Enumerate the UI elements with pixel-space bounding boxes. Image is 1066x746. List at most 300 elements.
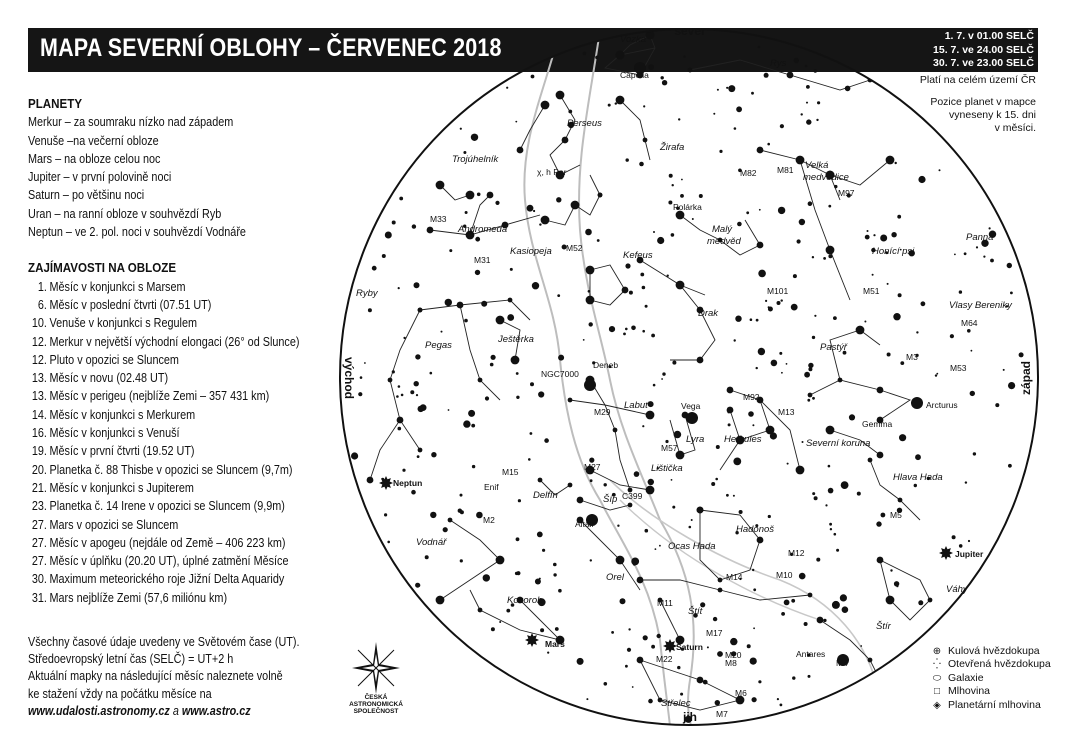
star bbox=[823, 257, 826, 260]
star bbox=[625, 665, 628, 668]
star bbox=[568, 398, 573, 403]
star bbox=[401, 394, 404, 397]
star bbox=[490, 363, 494, 367]
star bbox=[734, 339, 736, 341]
constellation-label: Hadonoš bbox=[736, 524, 775, 535]
star bbox=[808, 675, 811, 678]
star bbox=[680, 194, 684, 198]
star bbox=[718, 578, 723, 583]
star bbox=[777, 698, 779, 700]
star bbox=[431, 452, 436, 457]
star bbox=[828, 465, 831, 468]
star bbox=[657, 634, 661, 638]
event-text: Planetka č. 14 Irene v opozici se Sluncem (9,9m) bbox=[49, 499, 285, 514]
star bbox=[651, 645, 655, 649]
star bbox=[711, 482, 715, 486]
constellation-label: Andromeda bbox=[458, 224, 508, 235]
star bbox=[517, 147, 524, 154]
planet-marker bbox=[663, 639, 677, 653]
star bbox=[768, 515, 771, 518]
constellation-label: Ocas Hada bbox=[668, 541, 716, 552]
star bbox=[516, 571, 520, 575]
star bbox=[828, 205, 831, 208]
star bbox=[968, 540, 970, 542]
star bbox=[648, 479, 654, 485]
star bbox=[609, 326, 615, 332]
star bbox=[971, 350, 973, 352]
star bbox=[806, 102, 808, 104]
star bbox=[973, 452, 976, 455]
constellation-label: Perseus bbox=[567, 118, 602, 129]
star bbox=[403, 337, 405, 339]
globular-cluster-icon: ⊕ bbox=[932, 646, 942, 657]
deep-sky-label: M2 bbox=[483, 515, 495, 525]
planet-position-note: Pozice planet v mapce vyneseny k 15. dni v měsíci. bbox=[930, 96, 1036, 134]
deep-sky-label: M53 bbox=[950, 363, 967, 373]
star bbox=[868, 458, 873, 463]
star bbox=[671, 479, 673, 481]
star bbox=[764, 73, 769, 78]
star-label: Vega bbox=[681, 401, 701, 411]
star bbox=[825, 504, 827, 506]
constellation-label: Ryby bbox=[356, 288, 378, 299]
star bbox=[475, 237, 480, 242]
star bbox=[965, 481, 967, 483]
star bbox=[887, 353, 891, 357]
constellation-label: Kefeus bbox=[623, 250, 653, 261]
star bbox=[713, 617, 717, 621]
star bbox=[678, 118, 680, 120]
star bbox=[628, 503, 633, 508]
planet-label: Jupiter bbox=[955, 549, 984, 559]
star bbox=[382, 254, 386, 258]
star bbox=[627, 648, 631, 652]
event-day: 13. bbox=[31, 371, 47, 386]
star bbox=[989, 227, 991, 229]
star bbox=[427, 227, 434, 234]
constellation-label: Šíp bbox=[603, 494, 618, 505]
star bbox=[877, 557, 884, 564]
star bbox=[715, 478, 718, 481]
star bbox=[398, 427, 402, 431]
star bbox=[622, 287, 629, 294]
constellation-label: Lyra bbox=[686, 434, 705, 445]
event-text: Měsíc v konjunkci s Venuší bbox=[49, 426, 180, 441]
star bbox=[491, 627, 495, 631]
star bbox=[828, 254, 832, 258]
link-astro[interactable]: www.astro.cz bbox=[181, 703, 251, 718]
star bbox=[613, 428, 618, 433]
date-2: 15. 7. ve 24.00 SELČ bbox=[933, 43, 1034, 56]
star bbox=[583, 339, 585, 341]
footer-line-2: Středoevropský letní čas (SELČ) = UT+2 h bbox=[28, 652, 234, 667]
event-day: 16. bbox=[31, 426, 47, 441]
star bbox=[836, 549, 839, 552]
star bbox=[623, 333, 626, 336]
star bbox=[921, 301, 926, 306]
deep-sky-label: NGC7000 bbox=[541, 369, 579, 379]
star bbox=[539, 223, 541, 225]
star bbox=[915, 454, 921, 460]
star bbox=[849, 414, 855, 420]
star bbox=[736, 106, 742, 112]
star bbox=[793, 274, 797, 278]
star bbox=[662, 80, 667, 85]
star bbox=[672, 506, 675, 509]
constellation-label: Štít bbox=[688, 606, 703, 617]
deep-sky-label: M57 bbox=[661, 443, 678, 453]
deep-sky-label: M6 bbox=[735, 688, 747, 698]
star bbox=[441, 331, 443, 333]
constellation-line bbox=[590, 265, 625, 305]
star bbox=[642, 330, 645, 333]
event-text: Maximum meteorického roje Jižní Delta Aquaridy bbox=[49, 572, 285, 587]
star bbox=[797, 239, 801, 243]
star bbox=[703, 680, 708, 685]
star bbox=[890, 569, 892, 571]
legend-planetary: ◈ Planetární mlhovina bbox=[930, 699, 1051, 712]
constellation-label: Pegas bbox=[425, 340, 452, 351]
star bbox=[410, 390, 414, 394]
bright-star bbox=[584, 379, 596, 391]
star bbox=[471, 134, 478, 141]
star bbox=[531, 75, 535, 79]
deep-sky-label: M3 bbox=[906, 352, 918, 362]
star bbox=[823, 619, 826, 622]
star bbox=[368, 308, 372, 312]
planet-item: Jupiter – v první polovině noci bbox=[28, 170, 172, 185]
deep-sky-label: M17 bbox=[706, 628, 723, 638]
star bbox=[471, 424, 475, 428]
legend-nebula: □ Mlhovina bbox=[930, 685, 1051, 698]
star bbox=[392, 370, 395, 373]
star bbox=[832, 601, 840, 609]
star bbox=[448, 409, 450, 411]
star bbox=[553, 563, 557, 567]
constellation-label: Orel bbox=[606, 572, 624, 583]
star bbox=[477, 193, 481, 197]
deep-sky-label: M52 bbox=[566, 243, 583, 253]
star bbox=[856, 326, 865, 335]
society-logo bbox=[348, 640, 404, 716]
star bbox=[598, 193, 603, 198]
star bbox=[540, 628, 544, 632]
direction-west: západ bbox=[1019, 360, 1033, 396]
star bbox=[719, 150, 722, 153]
deep-sky-label: M92 bbox=[743, 392, 760, 402]
star bbox=[786, 363, 788, 365]
star bbox=[511, 356, 520, 365]
star bbox=[746, 211, 749, 214]
star bbox=[895, 162, 897, 164]
star bbox=[416, 394, 418, 396]
star bbox=[918, 176, 925, 183]
star bbox=[577, 658, 584, 665]
star bbox=[555, 627, 559, 631]
star bbox=[651, 334, 655, 338]
constellation-label: Herkules bbox=[724, 434, 762, 445]
star bbox=[586, 266, 595, 275]
star bbox=[491, 355, 496, 360]
constellation-label: Váhy bbox=[946, 584, 968, 595]
direction-south: jih bbox=[683, 710, 697, 724]
star bbox=[667, 275, 669, 277]
star bbox=[805, 65, 808, 68]
deep-sky-label: C399 bbox=[622, 491, 643, 501]
star bbox=[717, 89, 719, 91]
star bbox=[585, 229, 592, 236]
star bbox=[872, 274, 874, 276]
star bbox=[758, 270, 766, 278]
open-cluster-icon: ⁛ bbox=[933, 659, 941, 671]
star bbox=[812, 492, 815, 495]
star bbox=[806, 85, 810, 89]
star bbox=[778, 207, 785, 214]
star bbox=[392, 221, 396, 225]
star bbox=[697, 357, 704, 364]
star bbox=[637, 577, 644, 584]
star bbox=[802, 441, 804, 443]
star bbox=[539, 578, 541, 580]
star bbox=[784, 600, 790, 606]
star bbox=[595, 56, 599, 60]
constellation-label: Hlava Hada bbox=[893, 472, 943, 483]
star bbox=[757, 537, 764, 544]
star bbox=[887, 283, 889, 285]
star bbox=[634, 471, 640, 477]
star bbox=[995, 403, 999, 407]
star bbox=[812, 397, 815, 400]
star bbox=[817, 617, 824, 624]
star bbox=[672, 361, 676, 365]
logo-star-icon bbox=[348, 640, 404, 696]
star bbox=[699, 194, 703, 198]
constellation-label: Vodnář bbox=[416, 537, 447, 548]
deep-sky-label: M8 bbox=[725, 658, 737, 668]
star bbox=[757, 242, 764, 249]
star bbox=[766, 426, 775, 435]
constellation-line bbox=[680, 215, 760, 255]
deep-sky-label: M81 bbox=[777, 165, 794, 175]
star bbox=[402, 469, 405, 472]
star bbox=[692, 218, 694, 220]
star bbox=[952, 535, 956, 539]
star bbox=[528, 458, 531, 461]
star bbox=[715, 700, 720, 705]
star bbox=[516, 396, 519, 399]
date-3: 30. 7. ve 23.00 SELČ bbox=[933, 57, 1034, 69]
star bbox=[881, 513, 886, 518]
deep-sky-label: M15 bbox=[502, 467, 519, 477]
star bbox=[916, 331, 918, 333]
star bbox=[590, 479, 593, 482]
star bbox=[752, 569, 754, 571]
constellation-label: Rys bbox=[770, 58, 787, 69]
star bbox=[726, 87, 728, 89]
date-1: 1. 7. v 01.00 SELČ bbox=[944, 30, 1034, 42]
star bbox=[631, 558, 639, 566]
constellation-label: Honící psi bbox=[872, 246, 915, 257]
star bbox=[830, 528, 832, 530]
star bbox=[631, 326, 636, 331]
star bbox=[1008, 382, 1015, 389]
star bbox=[396, 395, 399, 398]
deep-sky-label: M101 bbox=[767, 286, 789, 296]
star bbox=[483, 574, 490, 581]
star bbox=[643, 138, 648, 143]
star bbox=[387, 541, 390, 544]
map-labels bbox=[342, 24, 1033, 724]
star bbox=[812, 256, 814, 258]
star bbox=[527, 205, 534, 212]
link-udalosti[interactable]: www.udalosti.astronomy.cz bbox=[28, 703, 170, 718]
star bbox=[351, 452, 358, 459]
star bbox=[886, 156, 895, 165]
event-day: 12. bbox=[31, 352, 47, 367]
star bbox=[676, 281, 685, 290]
star bbox=[845, 86, 851, 92]
deep-sky-label: M27 bbox=[584, 462, 601, 472]
star bbox=[807, 399, 810, 402]
star bbox=[828, 488, 834, 494]
star bbox=[897, 215, 901, 219]
star-label: Polárka bbox=[673, 202, 702, 212]
star bbox=[646, 486, 655, 495]
deep-sky-label: M11 bbox=[657, 598, 673, 608]
star bbox=[445, 299, 452, 306]
star bbox=[886, 596, 895, 605]
star bbox=[468, 410, 475, 417]
star bbox=[758, 680, 761, 683]
star bbox=[880, 235, 887, 242]
event-day: 10. bbox=[31, 316, 47, 331]
constellation-label: Malý bbox=[712, 224, 733, 235]
star bbox=[936, 373, 938, 375]
star bbox=[713, 113, 715, 115]
star bbox=[677, 666, 680, 669]
event-day: 12. bbox=[31, 334, 47, 349]
star bbox=[717, 651, 723, 657]
star bbox=[727, 407, 734, 414]
constellation-label: Ještěrka bbox=[498, 334, 534, 345]
star bbox=[867, 230, 869, 232]
star bbox=[777, 301, 781, 305]
star bbox=[733, 495, 735, 497]
star bbox=[812, 336, 815, 339]
star bbox=[767, 143, 770, 146]
star bbox=[541, 101, 550, 110]
star bbox=[796, 156, 805, 165]
star bbox=[478, 608, 483, 613]
star bbox=[364, 362, 366, 364]
deep-sky-label: M4 bbox=[836, 658, 848, 668]
footer-line-3: Aktuální mapky na následující měsíc naleznete volně bbox=[28, 669, 283, 684]
star bbox=[590, 559, 592, 561]
star bbox=[625, 263, 630, 268]
validity-note: Platí na celém území ČR bbox=[919, 74, 1036, 86]
star bbox=[384, 513, 387, 516]
deep-sky-label: M64 bbox=[961, 318, 978, 328]
star bbox=[604, 682, 608, 686]
star bbox=[583, 52, 587, 56]
event-text: Měsíc v úplňku (20.20 UT), úplné zatmění Měsíce bbox=[49, 554, 289, 569]
star bbox=[646, 411, 655, 420]
star bbox=[558, 355, 564, 361]
star bbox=[388, 378, 393, 383]
star bbox=[472, 465, 475, 468]
constellation-label: Trojúhelník bbox=[452, 154, 499, 165]
planet-item: Mars – na obloze celou noc bbox=[28, 151, 161, 166]
star bbox=[481, 301, 487, 307]
star bbox=[753, 627, 755, 629]
star bbox=[418, 308, 423, 313]
event-text: Měsíc v konjunkci s Jupiterem bbox=[49, 480, 194, 495]
star bbox=[620, 598, 626, 604]
event-text: Měsíc v apogeu (nejdále od Země – 406 223 km) bbox=[49, 535, 286, 550]
star bbox=[1010, 292, 1013, 295]
event-day: 13. bbox=[31, 389, 47, 404]
star bbox=[542, 549, 545, 552]
star bbox=[495, 201, 499, 205]
star bbox=[728, 85, 735, 92]
star bbox=[674, 431, 682, 439]
star bbox=[739, 510, 743, 514]
star bbox=[759, 209, 761, 211]
star bbox=[842, 606, 849, 613]
star bbox=[642, 286, 646, 290]
star bbox=[808, 201, 813, 206]
star bbox=[801, 113, 803, 115]
star bbox=[436, 596, 445, 605]
star bbox=[829, 523, 832, 526]
star bbox=[557, 294, 560, 297]
star bbox=[418, 448, 423, 453]
star bbox=[914, 484, 917, 487]
constellation-line bbox=[550, 95, 580, 175]
constellation-line bbox=[440, 520, 500, 600]
star bbox=[460, 559, 463, 562]
deep-sky-label: χ, h Per bbox=[537, 167, 567, 177]
constellation-label: Střelec bbox=[661, 698, 691, 709]
star bbox=[537, 532, 543, 538]
horizon-circle bbox=[340, 29, 1038, 725]
star bbox=[558, 589, 562, 593]
star bbox=[680, 693, 683, 696]
events-heading: ZAJÍMAVOSTI NA OBLOZE bbox=[28, 261, 177, 276]
star bbox=[787, 463, 789, 465]
star bbox=[588, 290, 591, 293]
star bbox=[733, 458, 741, 466]
legend-open: ⁛ Otevřená hvězdokupa bbox=[930, 658, 1051, 671]
event-text: Mars v opozici se Sluncem bbox=[49, 517, 179, 532]
star bbox=[756, 319, 759, 322]
constellation-label: medvědice bbox=[803, 172, 849, 183]
constellation-label: Žirafa bbox=[660, 142, 685, 153]
star bbox=[877, 387, 884, 394]
star bbox=[864, 321, 866, 323]
star bbox=[544, 438, 549, 443]
planet-marker bbox=[379, 476, 393, 490]
star bbox=[691, 519, 693, 521]
star bbox=[422, 406, 425, 409]
star bbox=[640, 273, 644, 277]
constellation-label: Drak bbox=[698, 308, 719, 319]
star bbox=[814, 496, 818, 500]
star bbox=[628, 628, 630, 630]
star bbox=[726, 494, 729, 497]
star bbox=[707, 646, 709, 648]
star bbox=[412, 224, 416, 228]
